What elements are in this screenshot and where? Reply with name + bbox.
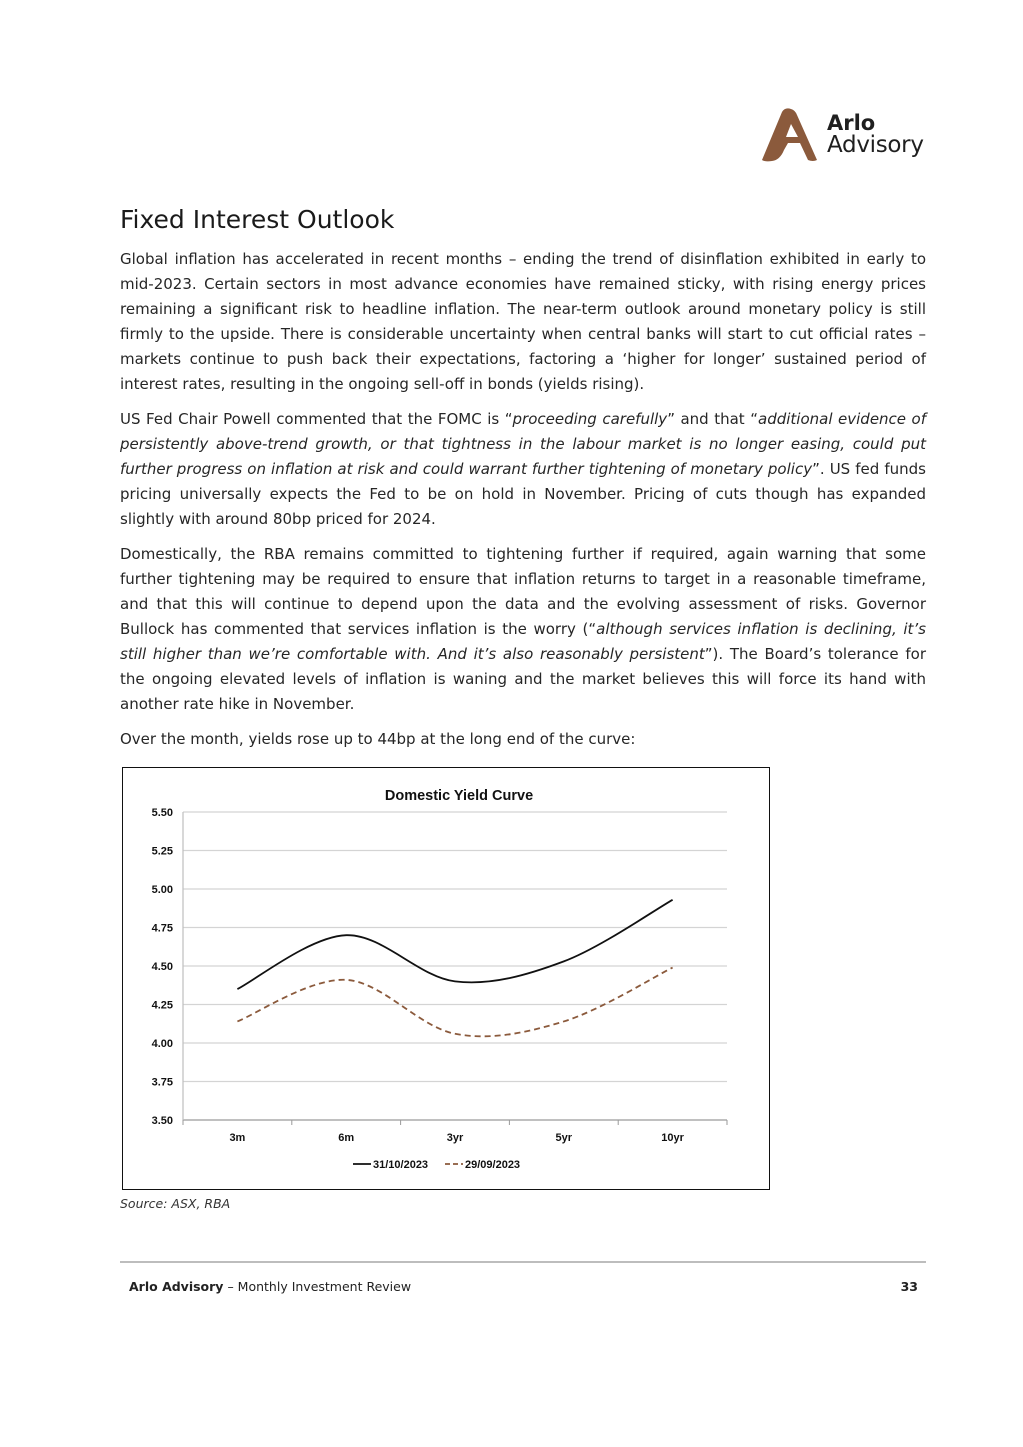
paragraph-text: Over the month, yields rose up to 44bp at the long end of the curve: [120, 730, 636, 748]
article-body [120, 247, 926, 762]
page-number: 33 [900, 1279, 918, 1294]
paragraph-text: US Fed Chair Powell commented that the FOMC is “ [120, 410, 513, 428]
body-paragraph [120, 542, 926, 717]
y-tick-label: 4.00 [151, 1038, 173, 1050]
series-line [237, 968, 672, 1037]
y-tick-label: 4.50 [151, 961, 173, 973]
y-tick-label: 4.25 [151, 999, 173, 1012]
quote-text: although services inflation is declining, it’s still higher than we’re comfortable with. And it’s also reasonably persistent [120, 620, 926, 663]
y-tick-label: 3.75 [151, 1076, 173, 1089]
paragraph-text: Domestically, the RBA remains committed to tightening further if required, again warning that some further tightening may be required to ensure that inflation returns to target in a reasonable timeframe, and that this will continue to depend upon the data and the evolving assessment of risks. Governor Bullock has commented that services inflation is the worry (“ [120, 545, 926, 638]
brand-logo [760, 106, 930, 164]
y-tick-label: 5.25 [151, 845, 173, 858]
footer-brand: Arlo Advisory [129, 1279, 224, 1294]
chart-title: Domestic Yield Curve [384, 788, 534, 804]
x-tick-label: 3m [229, 1132, 246, 1144]
y-tick-label: 4.75 [151, 922, 173, 935]
arlo-logo-icon [760, 108, 822, 162]
chart-svg [123, 768, 769, 1189]
paragraph-text: ”). The Board’s tolerance for the ongoing elevated levels of inflation is waning and the market believes this will force its hand with another rate hike in November. [120, 645, 926, 713]
chart-source: Source: ASX, RBA [120, 1196, 231, 1211]
body-paragraph [120, 247, 926, 397]
y-tick-label: 3.50 [151, 1115, 173, 1127]
footer-label: – Monthly Investment Review [223, 1279, 412, 1294]
legend-label: 29/09/2023 [465, 1159, 521, 1171]
footer-title [129, 1279, 411, 1294]
paragraph-text: Global inflation has accelerated in recent months – ending the trend of disinflation exhibited in early to mid-2023. Certain sectors in most advance economies have remained sticky, with rising energy prices remaining a significant risk to headline inflation. The near-term outlook around monetary policy is still firmly to the upside. There is considerable uncertainty when central banks will start to cut official rates – markets continue to push back their expectations, factoring a ‘higher for longer’ sustained period of interest rates, resulting in the ongoing sell-off in bonds (yields rising). [120, 250, 926, 393]
page-title: Fixed Interest Outlook [120, 205, 395, 234]
paragraph-text: ” and that “ [667, 410, 758, 428]
footer-divider [120, 1261, 926, 1263]
yield-curve-chart [122, 767, 770, 1190]
body-paragraph [120, 407, 926, 532]
legend-label: 31/10/2023 [373, 1159, 429, 1171]
quote-text: proceeding carefully [512, 410, 668, 428]
x-tick-label: 3yr [446, 1132, 464, 1144]
body-paragraph [120, 727, 926, 752]
brand-name-line2: Advisory [827, 132, 924, 158]
paragraph-text: ”. US fed funds pricing universally expects the Fed to be on hold in November. Pricing of cuts though has expanded slightly with around 80bp priced for 2024. [120, 460, 926, 528]
quote-text: additional evidence of persistently above-trend growth, or that tightness in the labour market is no longer easing, could put further progress on inflation at risk and could warrant further tightening of monetary policy [120, 410, 927, 478]
x-tick-label: 10yr [661, 1132, 684, 1144]
y-tick-label: 5.00 [151, 884, 173, 896]
series-line [237, 900, 672, 989]
brand-name-line1: Arlo [827, 111, 876, 135]
x-tick-label: 6m [338, 1132, 355, 1144]
y-tick-label: 5.50 [151, 807, 173, 819]
x-tick-label: 5yr [555, 1132, 573, 1144]
